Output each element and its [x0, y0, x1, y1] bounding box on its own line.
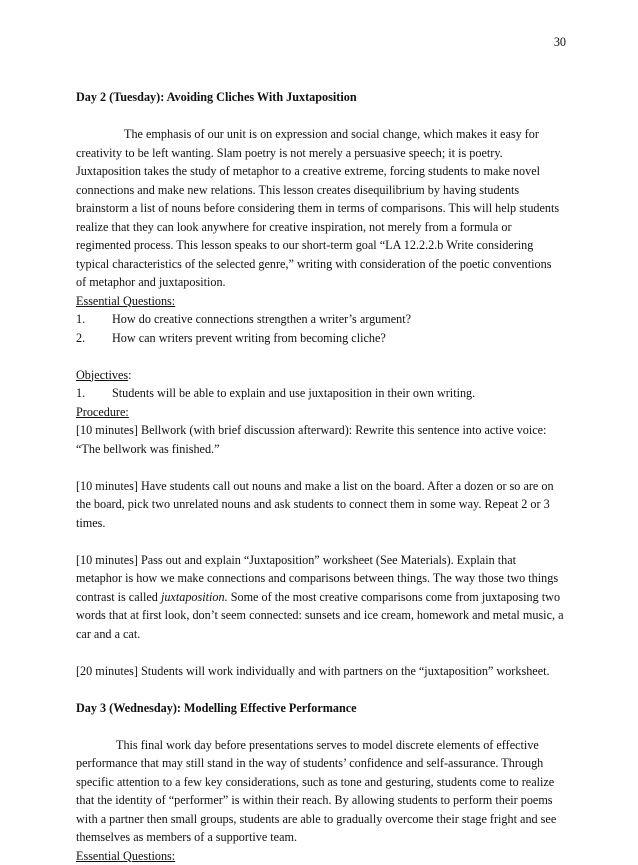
day3-intro-paragraph: This final work day before presentations serves to model discrete elements of effective performance that may still stand in the way of students’ confidence and self-assurance. Through specific attention to a few key considerations, such as tone and gesturing, students come to realize that the identity of “performer” is within their reach. By allowing students to perform their poems with a partner then small groups, students are able to gradually overcome their stage fright and see themselves as members of a supportive team.	[76, 736, 564, 847]
day2-procedure-label: Procedure:	[76, 403, 564, 422]
list-number: 1.	[76, 310, 112, 329]
objectives-colon: :	[128, 368, 131, 382]
day3-heading: Day 3 (Wednesday): Modelling Effective Performance	[76, 699, 564, 718]
day2-objective-1	[76, 384, 564, 403]
procedure-step-1: [10 minutes] Bellwork (with brief discussion afterward): Rewrite this sentence into active voice: “The bellwork was finished.”	[76, 421, 564, 458]
day2-objectives-label: Objectives	[76, 368, 128, 382]
day2-objectives-label-line	[76, 366, 564, 385]
juxtaposition-term: juxtaposition.	[161, 590, 228, 604]
procedure-step-3-text-b: Some of the most creative comparisons come from juxtaposing two words that at first look, don’t seem connected: sunsets and ice cream, homework and metal music, a car and a cat.	[76, 590, 563, 641]
procedure-step-2: [10 minutes] Have students call out nouns and make a list on the board. After a dozen or so are on the board, pick two unrelated nouns and ask students to connect them in some way. Repeat 2 or 3 times.	[76, 477, 564, 533]
page-content	[76, 88, 564, 865]
list-number: 1.	[76, 384, 112, 403]
list-text: How can writers prevent writing from becoming cliche?	[112, 329, 564, 348]
day3-essential-questions-label: Essential Questions:	[76, 847, 564, 865]
list-number: 2.	[76, 329, 112, 348]
procedure-step-4: [20 minutes] Students will work individually and with partners on the “juxtaposition” worksheet.	[76, 662, 564, 681]
list-text: Students will be able to explain and use juxtaposition in their own writing.	[112, 384, 564, 403]
day2-heading: Day 2 (Tuesday): Avoiding Cliches With Juxtaposition	[76, 88, 564, 107]
day2-essential-question-1	[76, 310, 564, 329]
page-number: 30	[554, 33, 566, 52]
day2-essential-question-2	[76, 329, 564, 348]
procedure-step-3	[76, 551, 564, 644]
list-text: How do creative connections strengthen a writer’s argument?	[112, 310, 564, 329]
day2-essential-questions-label: Essential Questions:	[76, 292, 564, 311]
day2-intro-paragraph: The emphasis of our unit is on expression and social change, which makes it easy for creativity to be left wanting. Slam poetry is not merely a persuasive speech; it is poetry. Juxtaposition takes the study of metaphor to a creative extreme, forcing students to make novel connections and make new relations. This lesson creates disequilibrium by having students brainstorm a list of nouns before considering them in terms of comparisons. This will help students realize that they can look anywhere for creative inspiration, not merely from a formula or regimented process. This lesson speaks to our short-term goal “LA 12.2.2.b Write considering typical characteristics of the selected genre,” writing with consideration of the poetic conventions of metaphor and juxtaposition.	[76, 125, 564, 292]
procedure-step-3-text-a: [10 minutes] Pass out and explain “Juxtaposition” worksheet (See Materials). Explain that metaphor is how we make connections and comparisons between things. The way those two things contrast is called	[76, 553, 558, 604]
